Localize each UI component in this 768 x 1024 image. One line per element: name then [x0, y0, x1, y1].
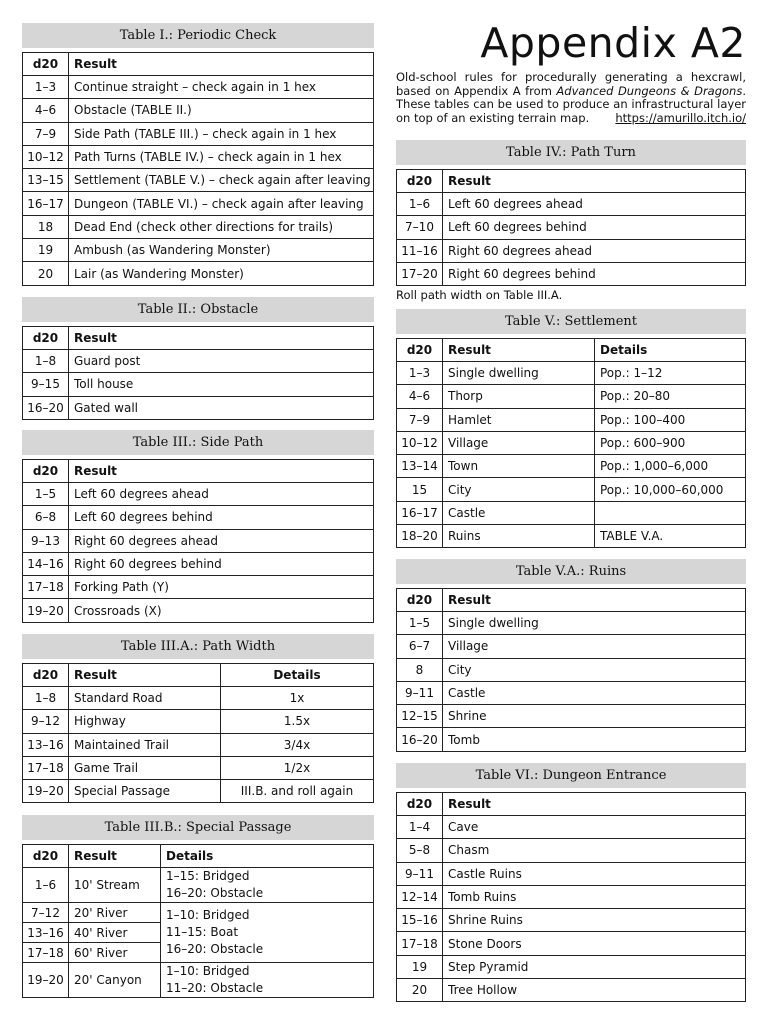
roll-cell: 17–20	[397, 262, 443, 285]
roll-cell: 1–6	[23, 868, 69, 903]
roll-cell: 7–12	[23, 903, 69, 923]
result-cell: 60' River	[69, 943, 161, 963]
roll-cell: 13–14	[397, 455, 443, 478]
table-row	[397, 362, 746, 385]
column-header: d20	[23, 664, 69, 687]
result-cell: Lair (as Wandering Monster)	[69, 262, 374, 285]
path-width-table	[22, 663, 374, 803]
column-header: Details	[161, 845, 374, 868]
table-row	[23, 599, 374, 622]
roll-cell: 16–17	[397, 501, 443, 524]
details-cell	[161, 868, 374, 903]
result-cell: Town	[443, 455, 595, 478]
table-row	[23, 373, 374, 396]
roll-cell: 1–5	[23, 483, 69, 506]
result-cell: Shrine	[443, 705, 746, 728]
details-cell: Pop.: 100–400	[595, 408, 746, 431]
table-header-row	[397, 339, 746, 362]
roll-cell: 6–8	[23, 506, 69, 529]
table-row	[397, 839, 746, 862]
table-note: Roll path width on Table III.A.	[396, 288, 563, 303]
roll-cell: 10–12	[23, 145, 69, 168]
periodic-table	[22, 52, 374, 286]
column-header: d20	[397, 589, 443, 612]
roll-cell: 19–20	[23, 963, 69, 998]
details-cell: 3/4x	[221, 733, 374, 756]
details-cell: 1x	[221, 687, 374, 710]
table-row	[23, 483, 374, 506]
roll-cell: 1–3	[397, 362, 443, 385]
table-row	[23, 169, 374, 192]
table-row	[397, 681, 746, 704]
table-row	[397, 658, 746, 681]
column-header: d20	[397, 339, 443, 362]
details-line: 16–20: Obstacle	[166, 886, 264, 900]
column-header: Result	[443, 170, 746, 193]
result-cell: Shrine Ruins	[443, 909, 746, 932]
column-header: Result	[69, 53, 374, 76]
table-row	[397, 193, 746, 216]
roll-cell: 13–15	[23, 169, 69, 192]
table-row	[23, 576, 374, 599]
table-row	[397, 431, 746, 454]
table-row	[23, 122, 374, 145]
itch-link[interactable]: https://amurillo.itch.io/	[615, 110, 746, 125]
roll-cell: 16–20	[23, 396, 69, 419]
result-cell: Ambush (as Wandering Monster)	[69, 239, 374, 262]
details-cell: Pop.: 1–12	[595, 362, 746, 385]
roll-cell: 16–20	[397, 728, 443, 751]
roll-cell: 1–6	[397, 193, 443, 216]
result-cell: Left 60 degrees behind	[443, 216, 746, 239]
roll-cell: 20	[23, 262, 69, 285]
result-cell: 20' Canyon	[69, 963, 161, 998]
details-line: 1–10: Bridged	[166, 964, 250, 978]
details-cell: Pop.: 10,000–60,000	[595, 478, 746, 501]
table-row	[397, 955, 746, 978]
roll-cell: 17–18	[23, 576, 69, 599]
column-header: d20	[23, 845, 69, 868]
table-row	[397, 408, 746, 431]
column-header: Result	[443, 339, 595, 362]
result-cell: Tree Hollow	[443, 979, 746, 1002]
result-cell: Dungeon (TABLE VI.) – check again after leaving	[69, 192, 374, 215]
roll-cell: 1–3	[23, 76, 69, 99]
details-line: 16–20: Obstacle	[166, 942, 264, 956]
result-cell: 40' River	[69, 923, 161, 943]
result-cell: 10' Stream	[69, 868, 161, 903]
roll-cell: 1–8	[23, 687, 69, 710]
column-header: Result	[69, 845, 161, 868]
details-cell: Pop.: 1,000–6,000	[595, 455, 746, 478]
side-path-section	[22, 430, 374, 623]
roll-cell: 6–7	[397, 635, 443, 658]
result-cell: Stone Doors	[443, 932, 746, 955]
obstacle-section	[22, 297, 374, 420]
settlement-section	[396, 309, 746, 548]
roll-cell: 17–18	[397, 932, 443, 955]
table-row	[23, 350, 374, 373]
table-row	[23, 192, 374, 215]
roll-cell: 20	[397, 979, 443, 1002]
result-cell: Thorp	[443, 385, 595, 408]
result-cell: Right 60 degrees ahead	[443, 239, 746, 262]
table-row	[397, 816, 746, 839]
table-title: Table III.A.: Path Width	[22, 634, 374, 659]
table-header-row	[397, 170, 746, 193]
result-cell: Crossroads (X)	[69, 599, 374, 622]
dungeon-table	[396, 792, 746, 1002]
table-header-row	[23, 845, 374, 868]
result-cell: Castle	[443, 681, 746, 704]
table-title: Table V.A.: Ruins	[396, 559, 746, 584]
table-header-row	[23, 460, 374, 483]
roll-cell: 12–14	[397, 885, 443, 908]
table-row	[23, 529, 374, 552]
table-title: Table III.B.: Special Passage	[22, 815, 374, 840]
table-row	[23, 868, 374, 903]
result-cell: Obstacle (TABLE II.)	[69, 99, 374, 122]
result-cell: Single dwelling	[443, 612, 746, 635]
result-cell: Side Path (TABLE III.) – check again in 1 hex	[69, 122, 374, 145]
roll-cell: 18–20	[397, 525, 443, 548]
details-cell: 1.5x	[221, 710, 374, 733]
table-row	[397, 885, 746, 908]
table-title: Table IV.: Path Turn	[396, 140, 746, 165]
roll-cell: 9–11	[397, 681, 443, 704]
result-cell: Dead End (check other directions for trails)	[69, 215, 374, 238]
column-header: Result	[69, 460, 374, 483]
table-row	[397, 455, 746, 478]
table-header-row	[23, 327, 374, 350]
column-header: Details	[595, 339, 746, 362]
intro-text-2: . These tables can be used to produce an infrastructural layer on top of an existing terrain map.	[396, 83, 746, 125]
details-cell	[161, 963, 374, 998]
roll-cell: 11–16	[397, 239, 443, 262]
roll-cell: 10–12	[397, 431, 443, 454]
table-row	[397, 979, 746, 1002]
table-row	[23, 396, 374, 419]
column-header: d20	[23, 460, 69, 483]
result-cell: Guard post	[69, 350, 374, 373]
column-header: Result	[69, 664, 221, 687]
roll-cell: 4–6	[23, 99, 69, 122]
roll-cell: 4–6	[397, 385, 443, 408]
intro-text: Old-school rules for procedurally generating a hexcrawl, based on Appendix A from	[396, 70, 746, 98]
roll-cell: 9–13	[23, 529, 69, 552]
result-cell: Left 60 degrees behind	[69, 506, 374, 529]
table-row	[397, 525, 746, 548]
path-width-section	[22, 634, 374, 803]
roll-cell: 9–15	[23, 373, 69, 396]
roll-cell: 9–12	[23, 710, 69, 733]
ruins-section	[396, 559, 746, 752]
table-row	[23, 506, 374, 529]
result-cell: Chasm	[443, 839, 746, 862]
table-header-row	[397, 589, 746, 612]
periodic-section	[22, 23, 374, 286]
table-row	[397, 932, 746, 955]
path-turn-table	[396, 169, 746, 286]
result-cell: Left 60 degrees ahead	[69, 483, 374, 506]
table-row	[397, 239, 746, 262]
details-line: 11–15: Boat	[166, 925, 239, 939]
result-cell: Single dwelling	[443, 362, 595, 385]
table-row	[23, 963, 374, 998]
table-row	[397, 612, 746, 635]
result-cell: Tomb	[443, 728, 746, 751]
result-cell: Step Pyramid	[443, 955, 746, 978]
table-row	[23, 903, 374, 923]
table-row	[23, 710, 374, 733]
column-header: Result	[443, 793, 746, 816]
details-cell: Pop.: 20–80	[595, 385, 746, 408]
table-row	[23, 215, 374, 238]
result-cell: Hamlet	[443, 408, 595, 431]
details-cell: TABLE V.A.	[595, 525, 746, 548]
table-row	[397, 909, 746, 932]
column-header: d20	[397, 170, 443, 193]
result-cell: Special Passage	[69, 780, 221, 803]
roll-cell: 8	[397, 658, 443, 681]
result-cell: Castle Ruins	[443, 862, 746, 885]
obstacle-table	[22, 326, 374, 420]
roll-cell: 1–5	[397, 612, 443, 635]
table-row	[397, 478, 746, 501]
page-title: Appendix A2	[480, 19, 746, 67]
roll-cell: 1–8	[23, 350, 69, 373]
table-row	[397, 862, 746, 885]
result-cell: Standard Road	[69, 687, 221, 710]
result-cell: Tomb Ruins	[443, 885, 746, 908]
result-cell: Settlement (TABLE V.) – check again after leaving	[69, 169, 374, 192]
result-cell: Village	[443, 431, 595, 454]
result-cell: Cave	[443, 816, 746, 839]
roll-cell: 13–16	[23, 923, 69, 943]
roll-cell: 5–8	[397, 839, 443, 862]
table-header-row	[23, 664, 374, 687]
roll-cell: 7–9	[397, 408, 443, 431]
details-line: 1–10: Bridged	[166, 908, 250, 922]
details-line: 1–15: Bridged	[166, 869, 250, 883]
details-cell: Pop.: 600–900	[595, 431, 746, 454]
roll-cell: 1–4	[397, 816, 443, 839]
result-cell: Game Trail	[69, 756, 221, 779]
roll-cell: 19	[397, 955, 443, 978]
roll-cell: 17–18	[23, 943, 69, 963]
details-cell	[595, 501, 746, 524]
details-cell	[161, 903, 374, 963]
table-row	[397, 262, 746, 285]
table-row	[23, 76, 374, 99]
result-cell: Toll house	[69, 373, 374, 396]
table-row	[23, 262, 374, 285]
column-header: d20	[23, 53, 69, 76]
roll-cell: 19–20	[23, 599, 69, 622]
roll-cell: 14–16	[23, 552, 69, 575]
result-cell: 20' River	[69, 903, 161, 923]
result-cell: Village	[443, 635, 746, 658]
result-cell: Ruins	[443, 525, 595, 548]
settlement-table	[396, 338, 746, 548]
table-row	[397, 501, 746, 524]
table-title: Table III.: Side Path	[22, 430, 374, 455]
table-header-row	[397, 793, 746, 816]
roll-cell: 17–18	[23, 756, 69, 779]
side-path-table	[22, 459, 374, 623]
path-turn-section	[396, 140, 746, 302]
roll-cell: 18	[23, 215, 69, 238]
dungeon-section	[396, 763, 746, 1002]
table-row	[23, 145, 374, 168]
details-cell: III.B. and roll again	[221, 780, 374, 803]
table-row	[397, 385, 746, 408]
column-header: Result	[69, 327, 374, 350]
special-passage-section	[22, 815, 374, 998]
roll-cell: 12–15	[397, 705, 443, 728]
table-row	[23, 780, 374, 803]
result-cell: Continue straight – check again in 1 hex	[69, 76, 374, 99]
column-header: Details	[221, 664, 374, 687]
table-title: Table I.: Periodic Check	[22, 23, 374, 48]
column-header: Result	[443, 589, 746, 612]
result-cell: Left 60 degrees ahead	[443, 193, 746, 216]
table-row	[23, 239, 374, 262]
table-row	[397, 705, 746, 728]
roll-cell: 7–9	[23, 122, 69, 145]
roll-cell: 9–11	[397, 862, 443, 885]
table-row	[397, 728, 746, 751]
result-cell: Gated wall	[69, 396, 374, 419]
roll-cell: 19	[23, 239, 69, 262]
table-row	[397, 635, 746, 658]
result-cell: Forking Path (Y)	[69, 576, 374, 599]
result-cell: Maintained Trail	[69, 733, 221, 756]
column-header: d20	[397, 793, 443, 816]
intro-italic-title: Advanced Dungeons & Dragons	[556, 83, 743, 98]
table-title: Table II.: Obstacle	[22, 297, 374, 322]
roll-cell: 15	[397, 478, 443, 501]
result-cell: Right 60 degrees behind	[443, 262, 746, 285]
table-title: Table VI.: Dungeon Entrance	[396, 763, 746, 788]
result-cell: Right 60 degrees ahead	[69, 529, 374, 552]
details-line: 11–20: Obstacle	[166, 981, 264, 995]
column-header: d20	[23, 327, 69, 350]
roll-cell: 16–17	[23, 192, 69, 215]
table-row	[23, 99, 374, 122]
table-row	[23, 756, 374, 779]
table-row	[23, 687, 374, 710]
result-cell: Right 60 degrees behind	[69, 552, 374, 575]
table-row	[23, 733, 374, 756]
result-cell: City	[443, 658, 746, 681]
roll-cell: 7–10	[397, 216, 443, 239]
roll-cell: 19–20	[23, 780, 69, 803]
table-row	[23, 552, 374, 575]
table-title: Table V.: Settlement	[396, 309, 746, 334]
table-header-row	[23, 53, 374, 76]
result-cell: Path Turns (TABLE IV.) – check again in 1 hex	[69, 145, 374, 168]
intro-paragraph	[396, 71, 746, 125]
table-row	[397, 216, 746, 239]
result-cell: Castle	[443, 501, 595, 524]
result-cell: City	[443, 478, 595, 501]
details-cell: 1/2x	[221, 756, 374, 779]
special-passage-table	[22, 844, 374, 998]
ruins-table	[396, 588, 746, 752]
result-cell: Highway	[69, 710, 221, 733]
roll-cell: 15–16	[397, 909, 443, 932]
roll-cell: 13–16	[23, 733, 69, 756]
